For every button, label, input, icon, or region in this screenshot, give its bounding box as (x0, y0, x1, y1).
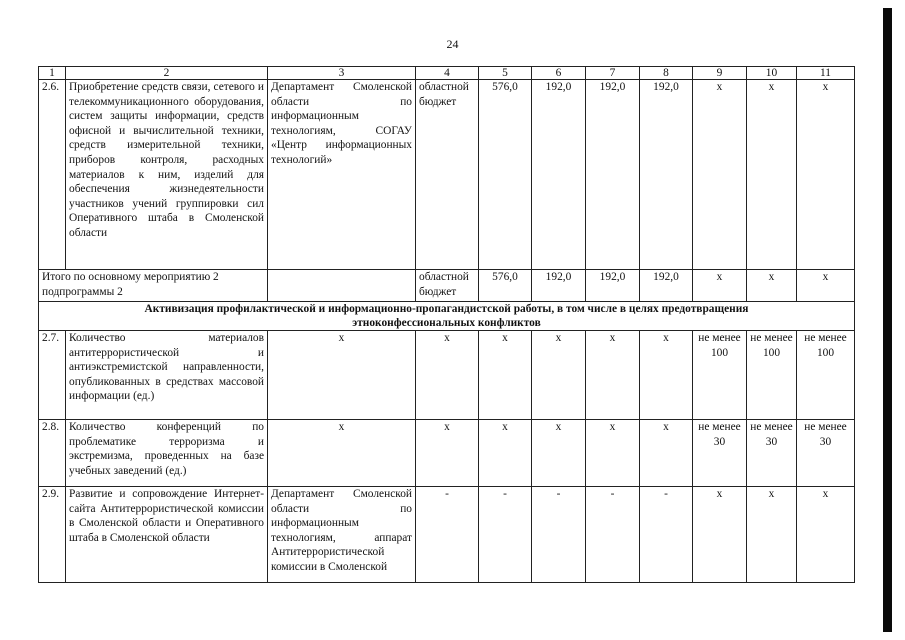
amount-year-3: 192,0 (640, 80, 693, 270)
amount-year-2: - (586, 487, 640, 583)
indicator-year-3: х (797, 80, 855, 270)
indicator-year-2: не менее 100 (747, 331, 797, 420)
funding-source: х (416, 420, 479, 487)
table-row (39, 420, 855, 487)
indicator-year-2: х (747, 270, 797, 302)
executor: Департамент Смоленской области по информационным технологиям, СОГАУ «Центр информационных технологий» (268, 80, 416, 270)
table-row (39, 331, 855, 420)
total-row (39, 270, 855, 302)
amount-total: х (479, 420, 532, 487)
indicator-year-3: х (797, 487, 855, 583)
empty-cell (268, 270, 416, 302)
amount-year-3: - (640, 487, 693, 583)
amount-year-1: х (532, 331, 586, 420)
indicator-year-1: х (693, 487, 747, 583)
total-label: Итого по основному мероприятию 2 подпрограммы 2 (39, 270, 268, 302)
scan-edge-bar (883, 8, 892, 632)
executor: х (268, 331, 416, 420)
amount-year-3: 192,0 (640, 270, 693, 302)
page-number: 24 (446, 37, 459, 51)
header-cell: 6 (532, 67, 586, 80)
header-cell: 5 (479, 67, 532, 80)
header-cell: 7 (586, 67, 640, 80)
activity-name: Количество конференций по проблематике терроризма и экстремизма, проведенных на базе учебных заведений (ед.) (66, 420, 268, 487)
indicator-year-3: не менее 100 (797, 331, 855, 420)
section-heading-line: этноконфессиональных конфликтов (352, 317, 541, 329)
activity-name: Развитие и сопровождение Интернет-сайта Антитеррористической комиссии в Смоленской области и Оперативного штаба в Смоленской области (66, 487, 268, 583)
funding-source: х (416, 331, 479, 420)
header-cell: 11 (797, 67, 855, 80)
indicator-year-1: не менее 30 (693, 420, 747, 487)
amount-year-1: 192,0 (532, 270, 586, 302)
row-number: 2.6. (39, 80, 66, 270)
indicator-year-3: не менее 30 (797, 420, 855, 487)
amount-total: х (479, 331, 532, 420)
table-row (39, 80, 855, 270)
indicator-year-2: х (747, 487, 797, 583)
amount-year-3: х (640, 331, 693, 420)
funding-source: областной бюджет (416, 270, 479, 302)
amount-total: 576,0 (479, 270, 532, 302)
header-cell: 8 (640, 67, 693, 80)
amount-year-1: 192,0 (532, 80, 586, 270)
program-table (38, 66, 855, 583)
amount-total: 576,0 (479, 80, 532, 270)
indicator-year-2: не менее 30 (747, 420, 797, 487)
activity-name: Количество материалов антитеррористической и антиэкстремистской направленности, опубликованных в средствах массовой информации (ед.) (66, 331, 268, 420)
funding-source: областной бюджет (416, 80, 479, 270)
activity-name: Приобретение средств связи, сетевого и телекоммуникационного оборудования, систем защиты информации, средств офисной и вычислительной техники, средств измерительной техники, приборов контроля, расходных материалов к ним, изделий для обеспечения жизнедеятельности участников учений группировки сил Оперативного штаба в Смоленской области (66, 80, 268, 270)
header-cell: 9 (693, 67, 747, 80)
row-number: 2.7. (39, 331, 66, 420)
amount-year-2: х (586, 331, 640, 420)
section-heading-line: Активизация профилактической и информационно-пропагандистской работы, в том числе в целях предотвращения (144, 303, 749, 315)
section-heading-row (39, 302, 855, 331)
amount-year-3: х (640, 420, 693, 487)
amount-year-1: - (532, 487, 586, 583)
amount-total: - (479, 487, 532, 583)
amount-year-2: 192,0 (586, 80, 640, 270)
amount-year-2: 192,0 (586, 270, 640, 302)
header-cell: 4 (416, 67, 479, 80)
header-cell: 1 (39, 67, 66, 80)
amount-year-1: х (532, 420, 586, 487)
row-number: 2.9. (39, 487, 66, 583)
indicator-year-2: х (747, 80, 797, 270)
amount-year-2: х (586, 420, 640, 487)
section-heading (39, 302, 855, 331)
header-cell: 2 (66, 67, 268, 80)
executor: Департамент Смоленской области по информационным технологиям, аппарат Антитеррористической комиссии в Смоленской (268, 487, 416, 583)
indicator-year-1: не менее 100 (693, 331, 747, 420)
header-cell: 10 (747, 67, 797, 80)
row-number: 2.8. (39, 420, 66, 487)
indicator-year-1: х (693, 270, 747, 302)
table-row (39, 487, 855, 583)
indicator-year-3: х (797, 270, 855, 302)
executor: х (268, 420, 416, 487)
indicator-year-1: х (693, 80, 747, 270)
header-cell: 3 (268, 67, 416, 80)
header-row (39, 67, 855, 80)
funding-source: - (416, 487, 479, 583)
